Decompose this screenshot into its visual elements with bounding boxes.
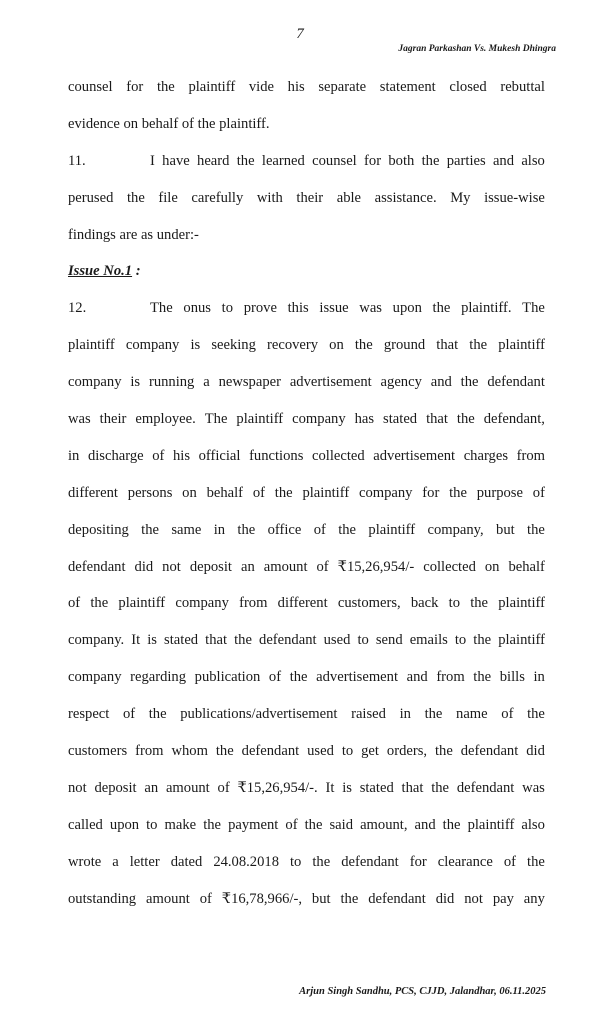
word: is	[147, 632, 157, 649]
word: ₹15,26,954/-	[337, 558, 415, 575]
word: of	[68, 595, 81, 612]
word: is	[190, 337, 201, 354]
word: the	[215, 743, 234, 760]
word: carefully	[191, 189, 244, 206]
word: to	[357, 632, 369, 649]
page-number: 7	[296, 26, 304, 42]
word: defendant	[259, 632, 317, 649]
word: of	[217, 779, 230, 796]
word: stated	[383, 411, 418, 428]
word: of	[313, 521, 326, 538]
word: statement	[379, 79, 436, 95]
word: in	[533, 669, 545, 686]
word: company,	[427, 521, 484, 538]
word: the	[424, 706, 443, 723]
word: defendant	[487, 374, 545, 391]
word: to	[448, 595, 460, 612]
word: was	[359, 300, 382, 317]
word: plaintiff	[368, 521, 416, 538]
word: was	[522, 779, 545, 796]
word: the	[338, 521, 357, 538]
word: said	[329, 816, 354, 833]
word: was	[68, 411, 91, 428]
word: publications/advertisement	[180, 706, 338, 723]
word: bills	[499, 669, 525, 686]
word: seeking	[211, 337, 256, 354]
paragraph-number: 12.	[68, 300, 87, 317]
word: company	[175, 595, 229, 612]
word: stated	[359, 779, 394, 796]
word: for	[364, 152, 382, 169]
word: the	[312, 853, 331, 870]
word: behalf	[206, 484, 244, 501]
word: from	[436, 669, 465, 686]
word: to	[221, 300, 234, 317]
word: but	[496, 521, 515, 538]
word: learned	[261, 152, 305, 169]
word: dated	[170, 853, 203, 870]
word: the	[237, 521, 256, 538]
word: the	[90, 595, 109, 612]
word: employee.	[135, 411, 196, 428]
word: send	[375, 632, 403, 649]
word: advertisement	[316, 669, 399, 686]
word: the	[234, 632, 252, 649]
word: plaintiff	[188, 79, 236, 95]
word: that	[205, 632, 228, 649]
word: to	[289, 853, 302, 870]
word: that	[436, 337, 459, 354]
word: recovery	[267, 337, 319, 354]
footer-signature: Arjun Singh Sandhu, PCS, CJJD, Jalandhar, 06.11.2025	[299, 986, 546, 997]
word: company	[125, 337, 180, 354]
word: not	[162, 558, 181, 575]
word: to	[341, 743, 354, 760]
word: plaintiff	[498, 632, 545, 649]
word: on	[484, 558, 500, 575]
word: of	[252, 484, 265, 501]
word: in	[68, 447, 80, 464]
word: did	[435, 890, 455, 907]
word: the	[203, 816, 222, 833]
word: from	[239, 595, 268, 612]
word: The	[150, 300, 173, 317]
word: to	[146, 816, 158, 833]
word: of	[501, 706, 514, 723]
text-line	[68, 519, 545, 556]
word: this	[287, 300, 309, 317]
word: an	[144, 779, 159, 796]
word: issue	[319, 300, 349, 317]
word: on	[182, 484, 197, 501]
word: that	[401, 779, 424, 796]
text-line	[68, 666, 545, 703]
word: plaintiff	[467, 816, 515, 833]
text-line	[68, 445, 545, 482]
word: the	[432, 300, 451, 317]
word: clearance	[437, 853, 493, 870]
word: onus	[183, 300, 211, 317]
word: outstanding	[68, 890, 137, 907]
document-body	[68, 76, 545, 924]
word: I	[150, 152, 155, 169]
word: the	[456, 411, 475, 428]
paragraph-number: 11.	[68, 152, 86, 169]
word: pay	[492, 890, 514, 907]
word: from	[135, 743, 164, 760]
word: an	[240, 558, 255, 575]
word: did	[526, 743, 545, 760]
word: also	[521, 152, 545, 169]
word: orders,	[386, 743, 428, 760]
word: did	[134, 558, 154, 575]
word: of	[199, 890, 212, 907]
word: deposit	[94, 779, 137, 796]
word: the	[469, 337, 488, 354]
word: defendant	[68, 558, 126, 575]
word: his	[172, 447, 190, 464]
word: stated	[164, 632, 199, 649]
word: on	[329, 337, 344, 354]
word: the	[449, 484, 467, 501]
running-header: Jagran Parkashan Vs. Mukesh Dhingra	[398, 44, 556, 54]
word: company	[68, 374, 122, 391]
word: the	[431, 779, 450, 796]
word: parties	[446, 152, 486, 169]
word: the	[442, 816, 461, 833]
issue-heading: Issue No.1 :	[68, 263, 141, 280]
word: of	[122, 706, 136, 723]
word: used	[307, 743, 334, 760]
word: same	[171, 521, 202, 538]
text-line	[68, 814, 545, 851]
word: regarding	[130, 669, 187, 686]
word: and	[430, 374, 452, 391]
word: office	[267, 521, 302, 538]
word: both	[388, 152, 415, 169]
word: the	[354, 337, 373, 354]
paragraph-12-first-line	[68, 297, 545, 334]
word: able	[336, 189, 362, 206]
word: newspaper	[218, 374, 281, 391]
word: for	[409, 853, 427, 870]
word: issue-wise	[484, 189, 545, 206]
word: any	[523, 890, 545, 907]
text-line	[68, 629, 545, 666]
word: The	[522, 300, 545, 317]
word: ground	[383, 337, 426, 354]
word: My	[450, 189, 471, 206]
word: in	[213, 521, 226, 538]
word: collected	[311, 447, 365, 464]
word: back	[410, 595, 439, 612]
word: separate	[318, 79, 367, 95]
word: the	[304, 816, 323, 833]
word: called	[68, 816, 103, 833]
word: plaintiff	[118, 595, 166, 612]
word: official	[198, 447, 241, 464]
word: amount	[263, 558, 308, 575]
word: letter	[129, 853, 160, 870]
word: counsel	[312, 152, 357, 169]
word: to	[454, 632, 467, 649]
word: company	[292, 411, 346, 428]
word: behalf	[508, 558, 545, 575]
word: company	[358, 484, 413, 501]
word: plaintiff.	[461, 300, 512, 317]
word: defendant	[241, 743, 300, 760]
word: is	[130, 374, 141, 391]
word: charges	[463, 447, 509, 464]
word: their	[296, 189, 324, 206]
word: not	[68, 779, 87, 796]
word: different	[68, 484, 118, 501]
word: advertisement	[289, 374, 372, 391]
word: ₹16,78,966/-,	[221, 890, 303, 907]
word: customers	[68, 743, 128, 760]
word: running	[148, 374, 195, 391]
word: file	[158, 189, 178, 206]
word: for	[422, 484, 440, 501]
text-line	[68, 371, 545, 408]
word: advertisement	[373, 447, 456, 464]
word: closed	[449, 79, 487, 95]
word: functions	[249, 447, 304, 464]
word: collected	[423, 558, 476, 575]
word: amount	[165, 779, 210, 796]
word: defendant	[460, 743, 519, 760]
word: get	[361, 743, 379, 760]
word: plaintiff	[68, 337, 115, 354]
word: his	[287, 79, 305, 95]
text-line	[68, 592, 545, 629]
word: defendant	[368, 890, 426, 907]
text-line	[68, 334, 545, 371]
word: defendant,	[483, 411, 545, 428]
word: counsel	[68, 79, 113, 95]
word: the	[126, 189, 145, 206]
word: but	[311, 890, 331, 907]
word: of	[152, 447, 165, 464]
word: that	[426, 411, 448, 428]
word: respect	[68, 706, 110, 723]
word: vide	[248, 79, 274, 95]
word: assistance.	[374, 189, 437, 206]
word: perused	[68, 189, 114, 206]
word: upon	[109, 816, 140, 833]
word: in	[399, 706, 411, 723]
word: wrote	[68, 853, 102, 870]
word: also	[521, 816, 545, 833]
text-line	[68, 187, 545, 224]
word: name	[456, 706, 488, 723]
word: plaintiff	[498, 595, 545, 612]
word: 24.08.2018	[213, 853, 279, 870]
word: the	[274, 484, 293, 501]
word: plaintiff	[236, 411, 284, 428]
word: is	[342, 779, 352, 796]
word: the	[473, 632, 492, 649]
word: for	[126, 79, 144, 95]
text-line	[68, 482, 545, 519]
text-line: evidence on behalf of the plaintiff.	[68, 115, 270, 132]
word: payment	[228, 816, 279, 833]
paragraph-11-first-line	[68, 150, 545, 187]
word: a	[203, 374, 210, 391]
word: of	[532, 484, 545, 501]
word: the	[434, 743, 453, 760]
word: has	[354, 411, 375, 428]
word: the	[460, 374, 479, 391]
word: It	[131, 632, 141, 649]
word: prove	[243, 300, 277, 317]
text-line	[68, 76, 545, 113]
word: company.	[68, 632, 125, 649]
word: It	[325, 779, 335, 796]
word: The	[204, 411, 228, 428]
word: the	[148, 706, 167, 723]
word: plaintiff	[302, 484, 350, 501]
text-line	[68, 740, 545, 777]
word: plaintiff	[498, 337, 545, 354]
word: purpose	[476, 484, 523, 501]
word: publication	[194, 669, 261, 686]
word: from	[516, 447, 545, 464]
word: the	[527, 521, 545, 538]
word: rebuttal	[500, 79, 545, 95]
text-line	[68, 556, 545, 593]
word: depositing	[68, 521, 129, 538]
word: deposit	[189, 558, 232, 575]
text-line	[68, 851, 545, 888]
word: customers,	[337, 595, 401, 612]
word: of	[285, 816, 298, 833]
word: their	[99, 411, 127, 428]
word: amount	[146, 890, 190, 907]
word: and	[406, 669, 428, 686]
word: the	[527, 853, 545, 870]
word: the	[141, 521, 159, 538]
word: with	[256, 189, 283, 206]
word: of	[268, 669, 282, 686]
word: the	[236, 152, 255, 169]
text-line	[68, 888, 545, 925]
word: whom	[171, 743, 208, 760]
word: the	[340, 890, 359, 907]
word: the	[473, 669, 492, 686]
word: a	[112, 853, 119, 870]
word: of	[503, 853, 517, 870]
word: ₹15,26,954/-.	[237, 779, 318, 796]
word: agency	[380, 374, 422, 391]
word: upon	[392, 300, 422, 317]
text-line	[68, 703, 545, 740]
word: discharge	[87, 447, 144, 464]
word: the	[156, 79, 175, 95]
word: and	[414, 816, 436, 833]
word: the	[527, 706, 545, 723]
word: company	[68, 669, 122, 686]
text-line	[68, 408, 545, 445]
word: defendant	[456, 779, 515, 796]
text-line	[68, 777, 545, 814]
word: different	[277, 595, 328, 612]
word: persons	[127, 484, 173, 501]
word: defendant	[341, 853, 399, 870]
word: the	[421, 152, 440, 169]
word: and	[492, 152, 515, 169]
word: heard	[197, 152, 230, 169]
word: amount,	[360, 816, 408, 833]
word: have	[162, 152, 190, 169]
word: of	[316, 558, 329, 575]
word: raised	[351, 706, 386, 723]
text-line: findings are as under:-	[68, 226, 199, 243]
word: used	[323, 632, 351, 649]
word: the	[289, 669, 308, 686]
word: not	[464, 890, 483, 907]
word: emails	[409, 632, 448, 649]
word: make	[164, 816, 197, 833]
word: the	[470, 595, 489, 612]
